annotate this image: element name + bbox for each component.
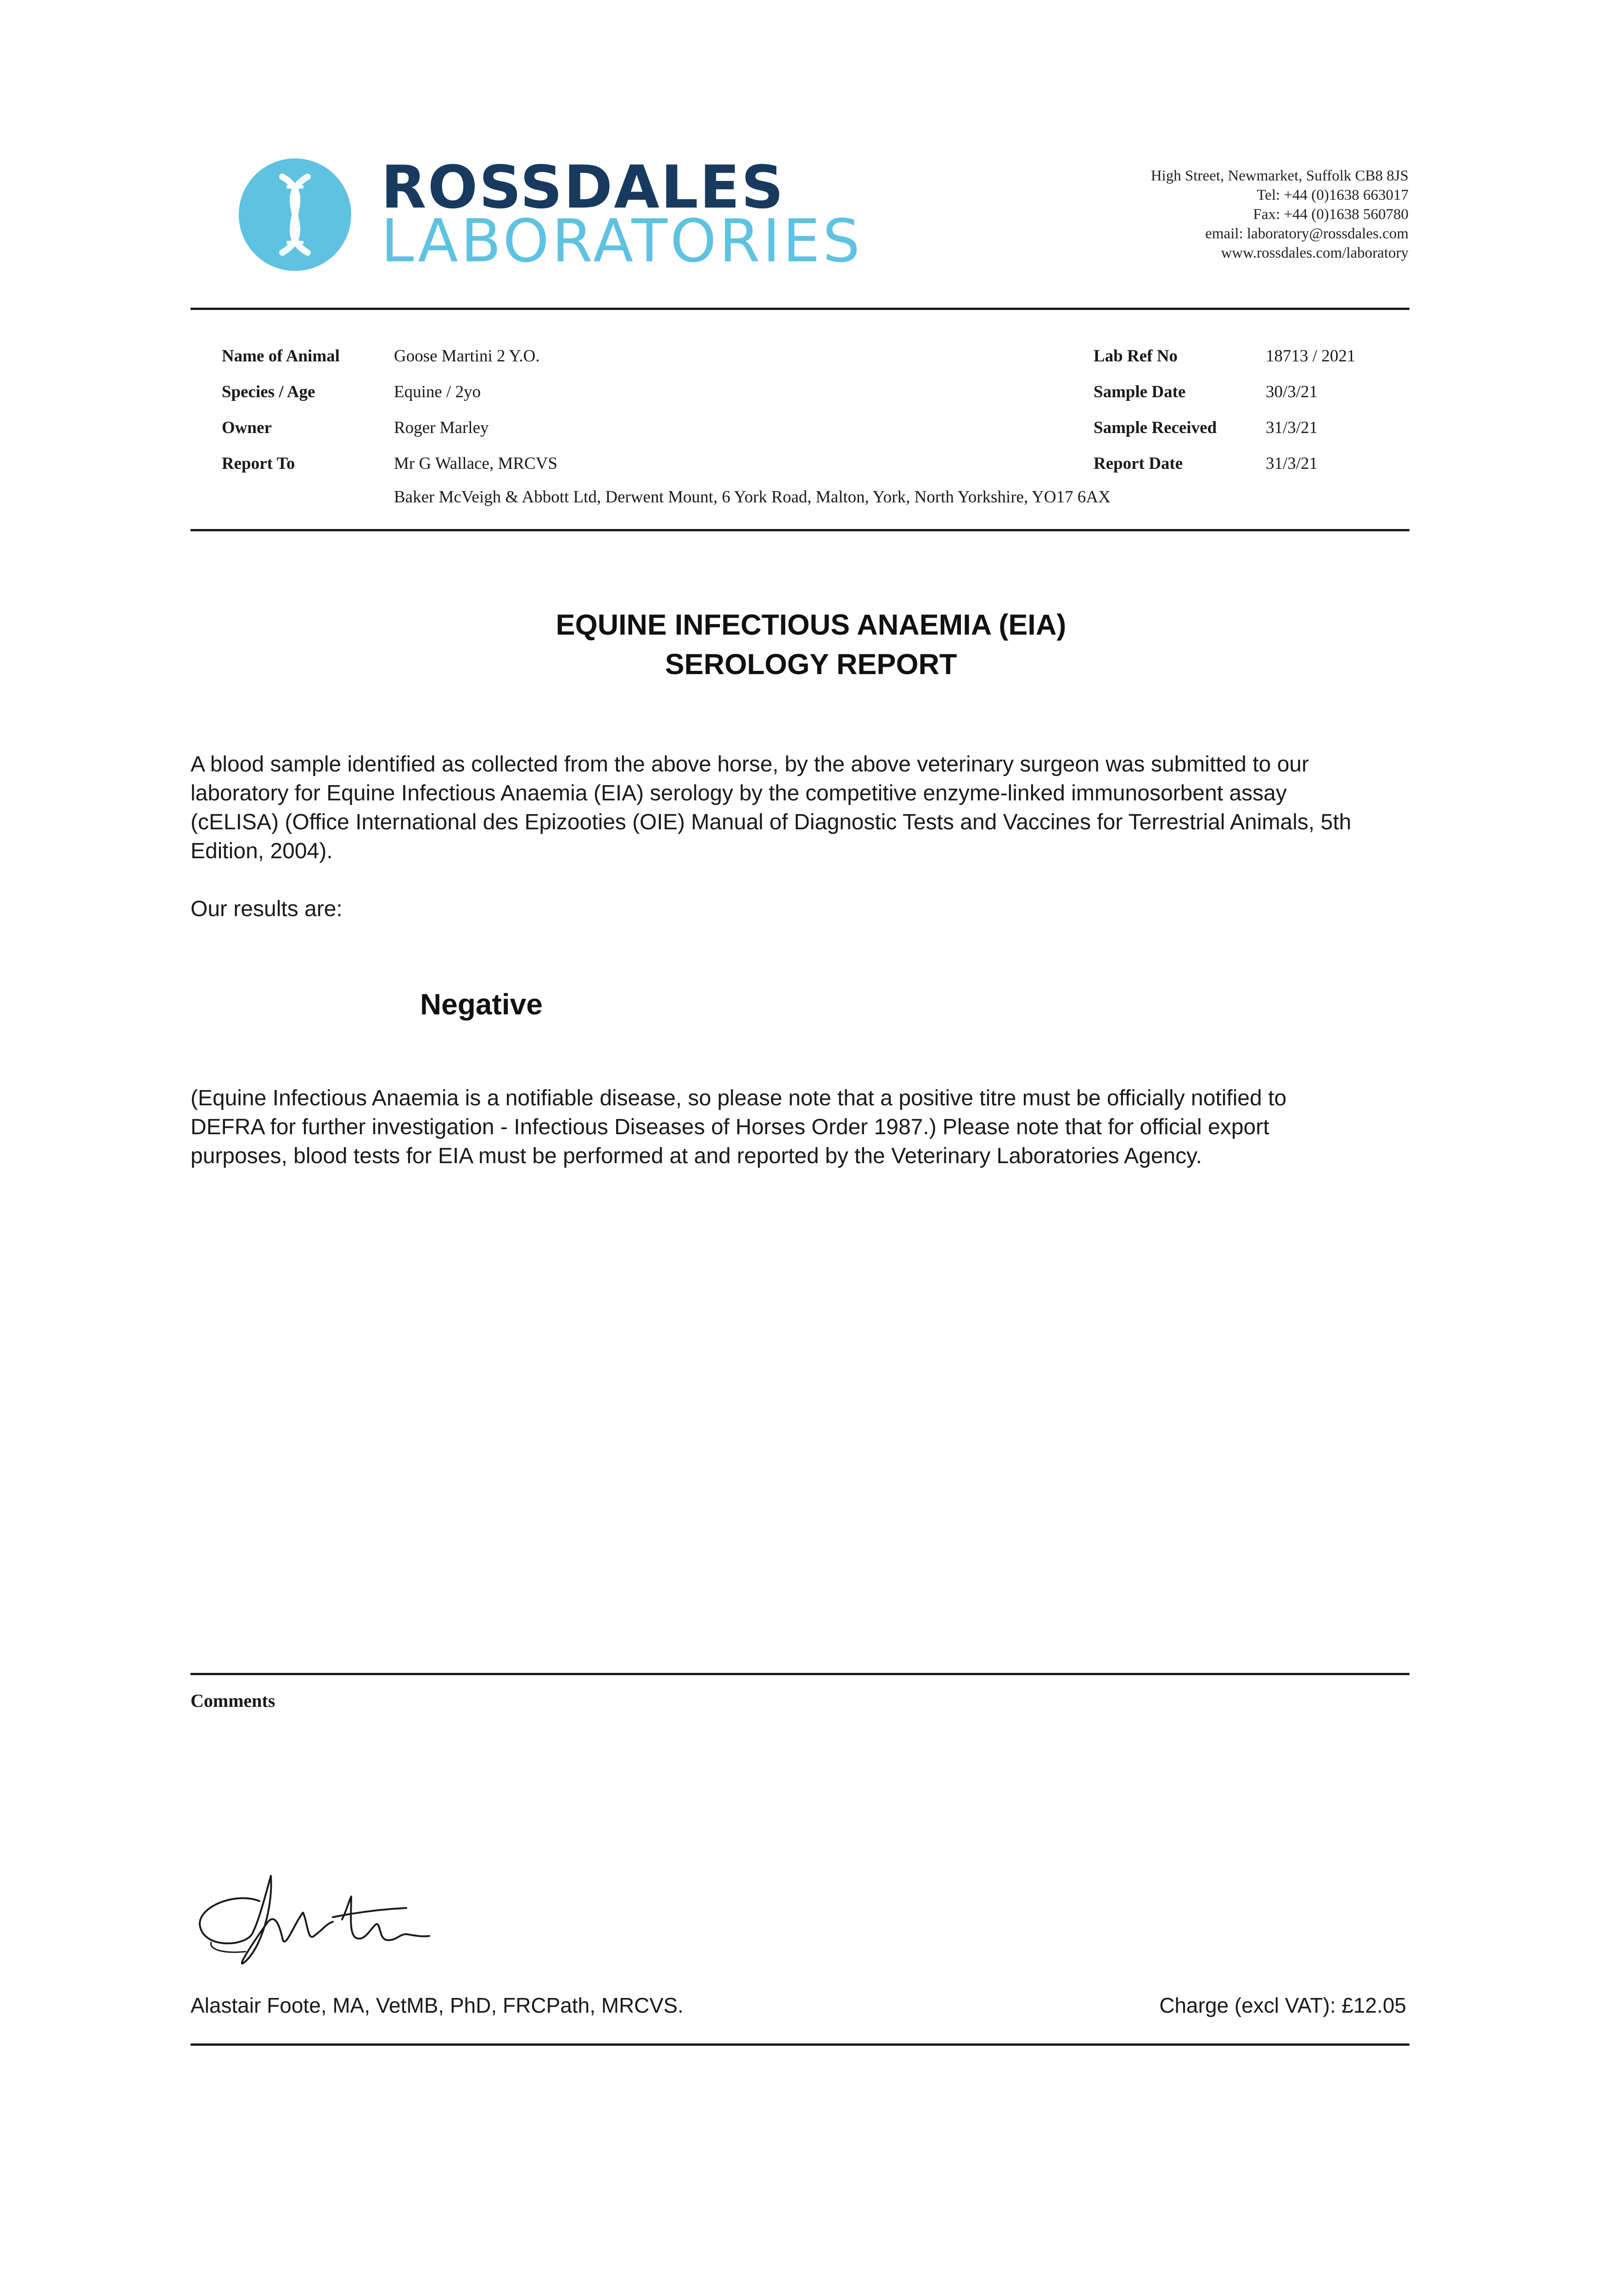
notifiable-disease-note [191,1084,1412,1171]
handwritten-signature [191,1855,521,1979]
contact-fax: Fax: +44 (0)1638 560780 [1253,206,1409,223]
test-result: Negative [420,988,543,1021]
value-name-of-animal: Goose Martini 2 Y.O. [394,347,540,366]
contact-block [1151,166,1409,263]
value-lab-ref-no: 18713 / 2021 [1266,347,1356,366]
report-title-line2: SEROLOGY REPORT [665,648,957,681]
value-report-to: Mr G Wallace, MRCVS [394,454,558,473]
signer-name: Alastair Foote, MA, VetMB, PhD, FRCPath, MRCVS. [191,1993,684,2017]
label-sample-received: Sample Received [1094,418,1217,437]
label-report-to: Report To [222,454,295,473]
paragraph-line: Edition, 2004). [191,839,333,863]
results-intro: Our results are: [191,897,342,921]
report-paragraph [191,750,1412,866]
dna-helix-icon [239,158,351,271]
paragraph-line: A blood sample identified as collected from the above horse, by the above veterinary surgeon was submitted to our [191,752,1309,777]
divider-top [191,308,1409,310]
label-report-date: Report Date [1094,454,1183,473]
divider-bottom [191,2043,1409,2046]
brand-name-line1: ROSSDALES [381,153,785,222]
label-name-of-animal: Name of Animal [222,347,340,366]
report-title [0,605,1622,684]
paragraph-line: (cELISA) (Office International des Epizooties (OIE) Manual of Diagnostic Tests and Vaccines for Terrestrial Animals, 5th [191,810,1352,834]
value-sample-received: 31/3/21 [1266,418,1318,437]
label-lab-ref-no: Lab Ref No [1094,347,1178,366]
note-line: DEFRA for further investigation - Infectious Diseases of Horses Order 1987.) Please note that for official export [191,1115,1269,1139]
label-owner: Owner [222,418,272,437]
contact-email: email: laboratory@rossdales.com [1205,225,1409,242]
divider-info [191,529,1409,531]
value-report-date: 31/3/21 [1266,454,1318,473]
label-sample-date: Sample Date [1094,383,1186,401]
value-species-age: Equine / 2yo [394,383,481,401]
comments-label: Comments [191,1690,275,1711]
note-line: purposes, blood tests for EIA must be performed at and reported by the Veterinary Laboratories Agency. [191,1144,1202,1168]
contact-tel: Tel: +44 (0)1638 663017 [1257,187,1409,203]
value-owner: Roger Marley [394,418,489,437]
contact-address: High Street, Newmarket, Suffolk CB8 8JS [1151,168,1409,184]
report-title-line1: EQUINE INFECTIOUS ANAEMIA (EIA) [556,609,1066,641]
charge-amount: Charge (excl VAT): £12.05 [1159,1993,1406,2017]
label-species-age: Species / Age [222,383,315,401]
value-sample-date: 30/3/21 [1266,383,1318,401]
brand-name-line2: LABORATORIES [381,207,863,276]
note-line: (Equine Infectious Anaemia is a notifiable disease, so please note that a positive titre must be officially notified to [191,1086,1287,1110]
contact-website: www.rossdales.com/laboratory [1221,245,1409,261]
value-report-to-address: Baker McVeigh & Abbott Ltd, Derwent Mount, 6 York Road, Malton, York, North Yorkshire, YO17 6AX [394,488,1111,506]
paragraph-line: laboratory for Equine Infectious Anaemia (EIA) serology by the competitive enzyme-linked immunosorbent assay [191,781,1287,805]
divider-comments [191,1673,1409,1675]
